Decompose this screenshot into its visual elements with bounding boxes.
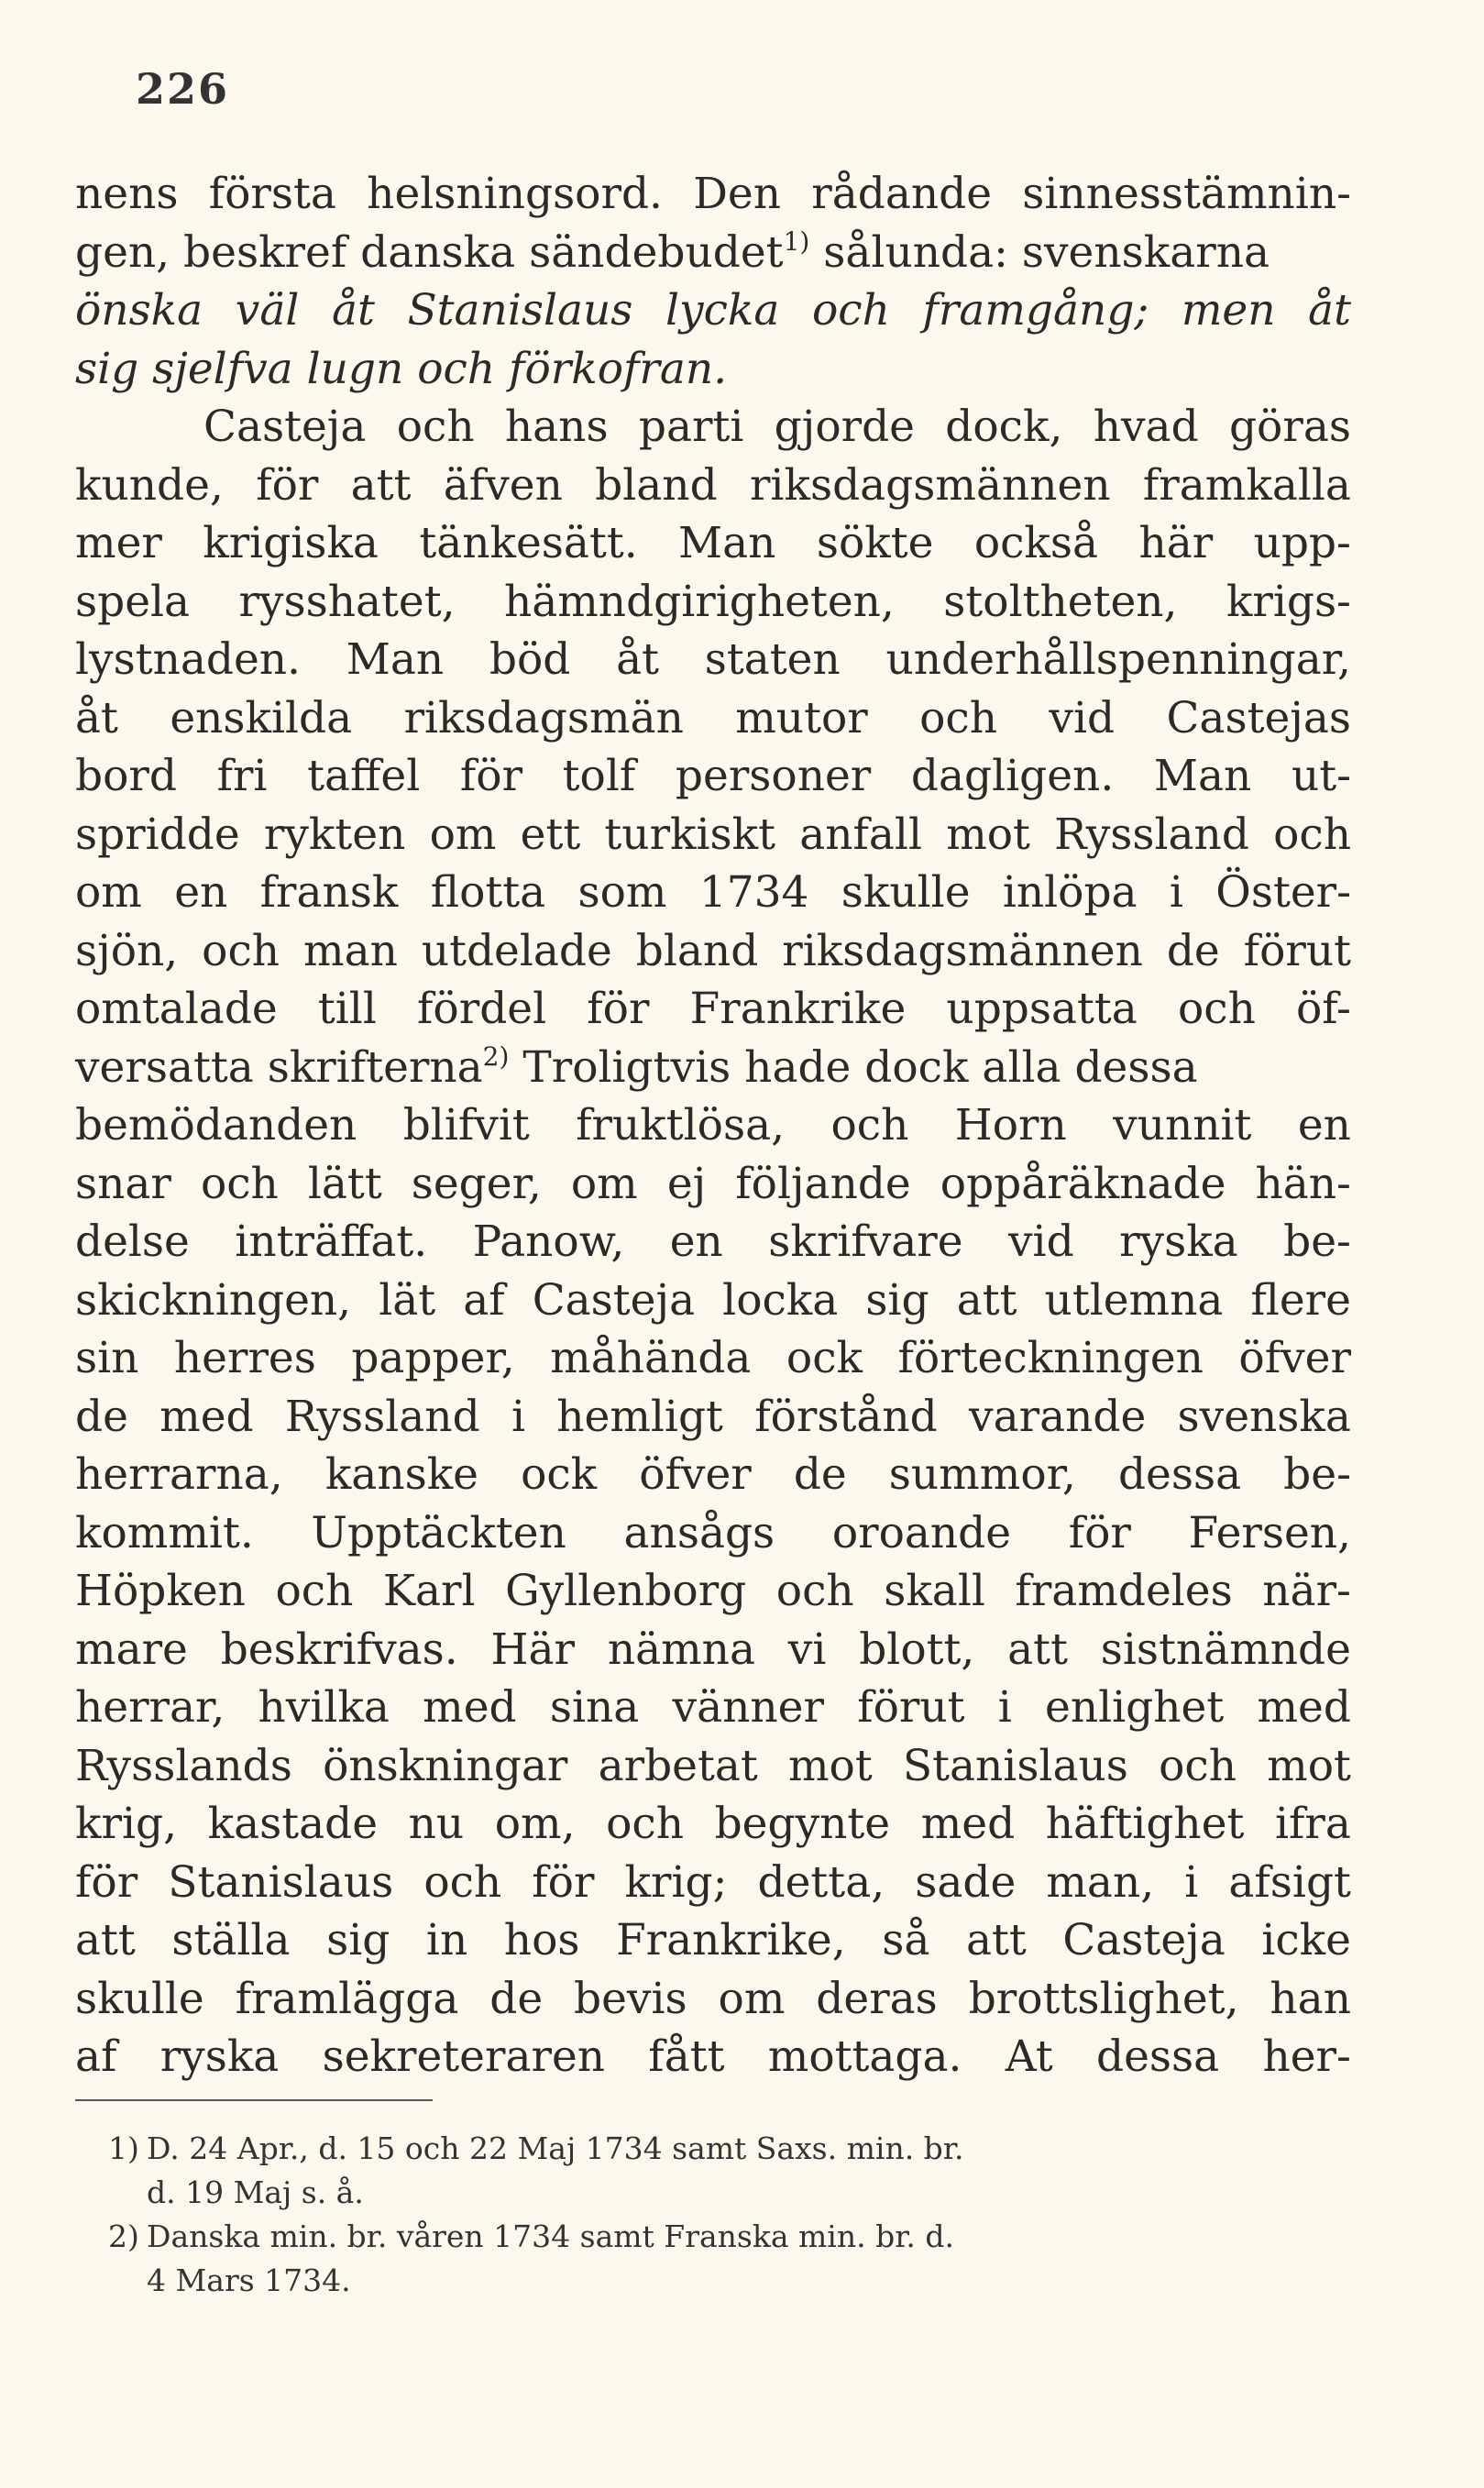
text-line: spridde rykten om ett turkiskt anfall mot Ryssland och	[75, 809, 1351, 860]
text-line: snar och lätt seger, om ej följande oppåräknade hän-	[75, 1158, 1351, 1209]
text-line: Casteja och hans parti gjorde dock, hvad göras	[203, 402, 1351, 452]
footnote-2-mark: 2)	[108, 2218, 139, 2254]
footnote-2-continuation: 4 Mars 1734.	[147, 2262, 351, 2298]
text-line: bemödanden blifvit fruktlösa, och Horn vunnit en	[75, 1100, 1351, 1150]
text-line: spela rysshatet, hämndgirigheten, stoltheten, krigs-	[75, 576, 1351, 627]
text-line: bord fri taffel för tolf personer dagligen. Man ut-	[75, 751, 1351, 801]
text-line: delse inträffat. Panow, en skrifvare vid ryska be-	[75, 1216, 1351, 1267]
text-line: gen, beskref danska sändebudet$^{1)}$ sålunda: svenskarna	[75, 226, 1270, 278]
text-line: sig sjelfva lugn och förkofran.	[75, 343, 728, 394]
text-line: kunde, för att äfven bland riksdagsmännen framkalla	[75, 459, 1351, 511]
text-line: mare beskrifvas. Här nämna vi blott, att sistnämnde	[75, 1624, 1351, 1675]
text-line: Höpken och Karl Gyllenborg och skall framdeles när-	[75, 1566, 1351, 1616]
text-line: krig, kastade nu om, och begynte med häftighet ifra	[75, 1799, 1351, 1849]
text-line: om en fransk flotta som 1734 skulle inlöpa i Öster-	[75, 867, 1351, 918]
text-line: af ryska sekreteraren fått mottaga. At dessa her-	[75, 2031, 1351, 2082]
text-line: nens första helsningsord. Den rådande sinnesstämnin-	[75, 169, 1351, 219]
text-line: sin herres papper, måhända ock förteckningen öfver	[75, 1333, 1351, 1383]
text-line: för Stanislaus och för krig; detta, sade man, i afsigt	[75, 1856, 1351, 1908]
text-line: Rysslands önskningar arbetat mot Stanislaus och mot	[75, 1740, 1351, 1791]
footnote-1-continuation: d. 19 Maj s. å.	[147, 2174, 364, 2210]
text-line: mer krigiska tänkesätt. Man sökte också här upp-	[75, 518, 1351, 568]
page-number: 226	[136, 64, 230, 114]
footnote-ref-2: 2)	[482, 1040, 510, 1072]
footnote-1-mark: 1)	[108, 2130, 139, 2166]
text-line: att ställa sig in hos Frankrike, så att Casteja icke	[75, 1915, 1351, 1965]
text-line: omtalade till fördel för Frankrike uppsatta och öf-	[75, 984, 1351, 1034]
footnotes	[108, 2127, 1351, 2303]
text-line: herrar, hvilka med sina vänner förut i enlighet med	[75, 1682, 1351, 1733]
body-text	[75, 165, 1351, 2086]
text-line: åt enskilda riksdagsmän mutor och vid Castejas	[75, 692, 1351, 743]
footnote-1: 1) D. 24 Apr., d. 15 och 22 Maj 1734 samt Saxs. min. br.	[108, 2127, 1351, 2171]
text-line: de med Ryssland i hemligt förstånd varande svenska	[75, 1391, 1351, 1442]
footnote-ref-1: 1)	[783, 226, 810, 257]
footnote-2: 2) Danska min. br. våren 1734 samt Franska min. br. d.	[108, 2215, 1351, 2259]
text-line: herrarna, kanske ock öfver de summor, dessa be-	[75, 1449, 1351, 1500]
text-line: versatta skrifterna$^{2)}$ Troligtvis hade dock alla dessa	[75, 1040, 1198, 1093]
text-line: sjön, och man utdelade bland riksdagsmännen de förut	[75, 925, 1351, 976]
text-line: lystnaden. Man böd åt staten underhållspenningar,	[75, 634, 1351, 685]
footnote-divider	[75, 2099, 433, 2101]
text-line: skickningen, lät af Casteja locka sig att utlemna flere	[75, 1274, 1351, 1326]
text-line: skulle framlägga de bevis om deras brottslighet, han	[75, 1973, 1351, 2024]
text-line: önska väl åt Stanislaus lycka och framgång; men åt	[75, 285, 1351, 336]
text-line: kommit. Upptäckten ansågs oroande för Fersen,	[75, 1507, 1351, 1558]
